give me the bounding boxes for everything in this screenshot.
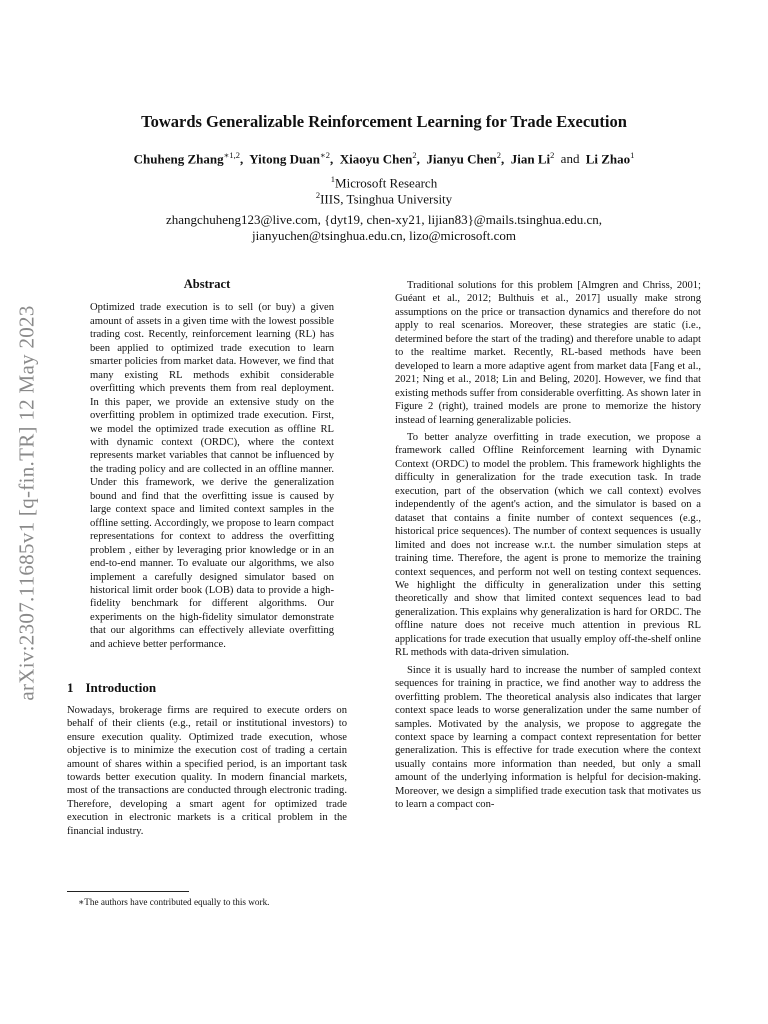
paper-title: Towards Generalizable Reinforcement Learning for Trade Execution xyxy=(141,112,627,131)
author-mark: 2 xyxy=(496,150,502,160)
author-name: Jianyu Chen xyxy=(426,151,497,167)
author-mark: 2 xyxy=(412,150,417,160)
author-name: Jian Li xyxy=(510,151,551,167)
section-title: Introduction xyxy=(85,680,157,696)
affiliation xyxy=(0,174,768,191)
and-word: and xyxy=(560,151,580,167)
author-mark: 1 xyxy=(630,150,635,160)
author-mark: ∗1,2 xyxy=(223,150,240,160)
body-paragraph: Since it is usually hard to increase the number of sampled context sequences for training in practice, we find another way to address the overfitting problem. The theoretical analysis also indicates that larger context space leads to worse generalization under the same number of samples. Motivated by the analysis, we propose to aggregate the context space by learning a compact context representation for better generalization. This is effective for trade execution where the context usually contains more information than needed, but only a small amount of the underlying information is helpful for decision-making. Moreover, we design a simplified trade execution task that motivates us to learn a compact con- xyxy=(395,664,701,811)
author-name: Yitong Duan xyxy=(249,151,320,167)
author-mark: 2 xyxy=(550,150,555,160)
affiliation xyxy=(0,190,768,207)
abstract-heading: Abstract xyxy=(183,277,231,291)
author-name: Chuheng Zhang xyxy=(133,151,224,167)
left-column xyxy=(67,278,347,838)
footnote-rule xyxy=(67,891,189,892)
email-line: zhangchuheng123@live.com, {dyt19, chen-xy21, lijian83}@mails.tsinghua.edu.cn, xyxy=(165,212,603,227)
section-number: 1 xyxy=(67,680,74,696)
arxiv-stamp-text: arXiv:2307.11685v1 [q-fin.TR] 12 May 2023 xyxy=(14,305,39,701)
author-list: Chuheng Zhang$^{∗1,2}$, Yitong Duan$^{∗2}$, Xiaoyu Chen$^2$, Jianyu Chen$^2$, Jian Li$^2$ and Li Zhao$^1$ xyxy=(133,150,635,167)
footnote: ∗The authors have contributed equally to this work. xyxy=(78,897,270,907)
author-mark: ∗2 xyxy=(319,150,330,160)
affiliation-name: Microsoft Research xyxy=(335,175,438,191)
affiliation-name: IIIS, Tsinghua University xyxy=(320,191,453,207)
body-paragraph: To better analyze overfitting in trade execution, we propose a framework called Offline Reinforcement learning with Dynamic Context (ORDC) to model the problem. This framework highlights the difficulty in generalization for the trade execution task. In trade execution, part of the observation (which we call context) evolves independently of the agent's action, and the simulator is based on a dataset that contains a finite number of context sequences (e.g., historical price sequences). The number of context sequences is usually limited and does not increase w.r.t. the number simulation steps at training time. Therefore, the agent is prone to memorize the training context sequences, and perform not well on testing context sequences. We highlight the difficulty in generalization under this setting theoretically and show that limited context sequences lead to bad generalization. This explains why generalization is hard for ORDC. The offline nature does not receive much attention in previous RL applications for trade execution that usually employ off-the-shelf online RL methods with data-driven simulation. xyxy=(395,431,701,659)
intro-paragraph: Nowadays, brokerage firms are required to execute orders on behalf of their clients (e.g., retail or institutional investors) to ensure execution quality. Optimized trade execution, whose objective is to minimize the execution cost of trading a certain amount of shares within a specified period, is an important task towards better execution quality. In modern financial markets, most of the transactions are conducted through electronic trading. Therefore, developing a smart agent for optimized trade execution in electronic markets is a critical problem in the financial industry. xyxy=(67,704,347,837)
email-line: jianyuchen@tsinghua.edu.cn, lizo@microsoft.com xyxy=(251,228,517,243)
author-name: Xiaoyu Chen xyxy=(339,151,413,167)
author-name: Li Zhao xyxy=(585,151,631,167)
abstract-text: Optimized trade execution is to sell (or buy) a given amount of assets in a given time with the lowest possible trading cost. Recently, reinforcement learning (RL) has been applied to optimized trade execution to learn smarter policies from market data. However, we find that many existing RL methods exhibit considerable overfitting which prevents them from real deployment. In this paper, we provide an extensive study on the overfitting problem in optimized trade execution. First, we model the optimized trade execution as offline RL with dynamic context (ORDC), where the context represents market variables that cannot be influenced by the trading policy and are collected in an offline manner. Under this framework, we derive the generalization bound and find that the overfitting issue is caused by large context space and limited context samples in the offline setting. Accordingly, we propose to learn compact representations for context to address the overfitting problem , either by leveraging prior knowledge or in an end-to-end manner. To evaluate our algorithms, we also implement a carefully designed simulator based on historical limit order book (LOB) data to provide a high-fidelity benchmark for different algorithms. Our experiments on the high-fidelity simulator demonstrate that our algorithms can effectively alleviate overfitting and achieve better performance. xyxy=(90,302,334,650)
body-paragraph: Traditional solutions for this problem [Almgren and Chriss, 2001; Guéant et al., 2012; Bulthuis et al., 2017] usually make strong assumptions on the price or transaction dynamics and therefore do not apply to real scenarios. Moreover, these strategies are static (i.e., determined before the start of the trading) and therefore unable to adapt to the realtime market. Recently, RL-based methods have been developed to learn a more adaptive agent from market data [Fang et al., 2021; Ning et al., 2018; Lin and Beling, 2020]. However, we find that existing methods suffer from considerable overfitting. As shown later in Figure 2 (right), trained models are prone to memorize the history instead of learning generalizable policies. xyxy=(395,280,701,426)
affiliation-mark: 1 xyxy=(330,174,336,184)
affiliation-mark: 2 xyxy=(315,190,321,200)
arxiv-stamp xyxy=(12,258,42,748)
right-column xyxy=(395,279,701,812)
section-heading xyxy=(67,681,347,694)
